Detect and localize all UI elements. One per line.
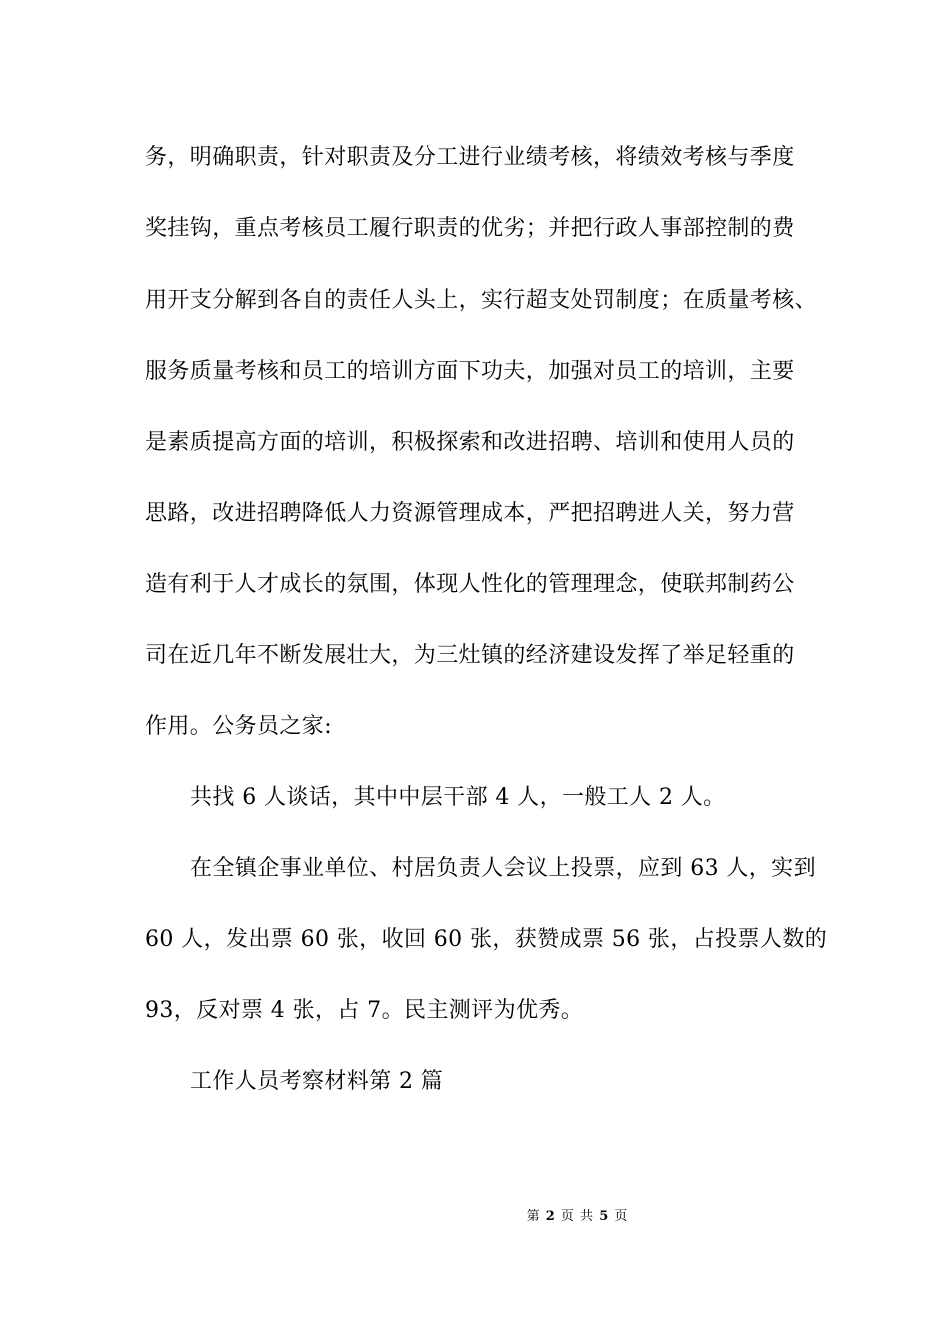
total-pages-number: 5: [599, 1209, 610, 1224]
body-line: 造有利于人才成长的氛围，体现人性化的管理理念，使联邦制药公: [145, 572, 795, 597]
body-line: 是素质提高方面的培训，积极探索和改进招聘、培训和使用人员的: [145, 430, 795, 455]
current-page-number: 2: [545, 1209, 556, 1224]
body-line: 务，明确职责，针对职责及分工进行业绩考核，将绩效考核与季度: [145, 145, 795, 170]
body-line: 作用。公务员之家:: [145, 714, 333, 739]
body-line: 奖挂钩，重点考核员工履行职责的优劣；并把行政人事部控制的费: [145, 216, 795, 241]
footer-suffix: 页: [614, 1209, 629, 1224]
paragraph-line: 在全镇企事业单位、村居负责人会议上投票，应到 63 人，实到: [190, 856, 816, 881]
section-heading: 工作人员考察材料第 2 篇: [190, 1069, 444, 1094]
body-line: 93，反对票 4 张，占 7。民主测评为优秀。: [145, 998, 584, 1023]
paragraph-line: 共找 6 人谈话，其中中层干部 4 人，一般工人 2 人。: [190, 785, 726, 810]
body-line: 60 人，发出票 60 张，收回 60 张，获赞成票 56 张，占投票人数的: [145, 927, 828, 952]
page-footer: [0, 1208, 950, 1226]
body-line: 服务质量考核和员工的培训方面下功夫，加强对员工的培训，主要: [145, 359, 795, 384]
footer-prefix: 第: [526, 1209, 541, 1224]
footer-middle: 页 共: [560, 1209, 595, 1224]
body-line: 司在近几年不断发展壮大，为三灶镇的经济建设发挥了举足轻重的: [145, 643, 795, 668]
body-line: 思路，改进招聘降低人力资源管理成本，严把招聘进人关，努力营: [145, 501, 795, 526]
body-line: 用开支分解到各自的责任人头上，实行超支处罚制度；在质量考核、: [145, 288, 818, 313]
